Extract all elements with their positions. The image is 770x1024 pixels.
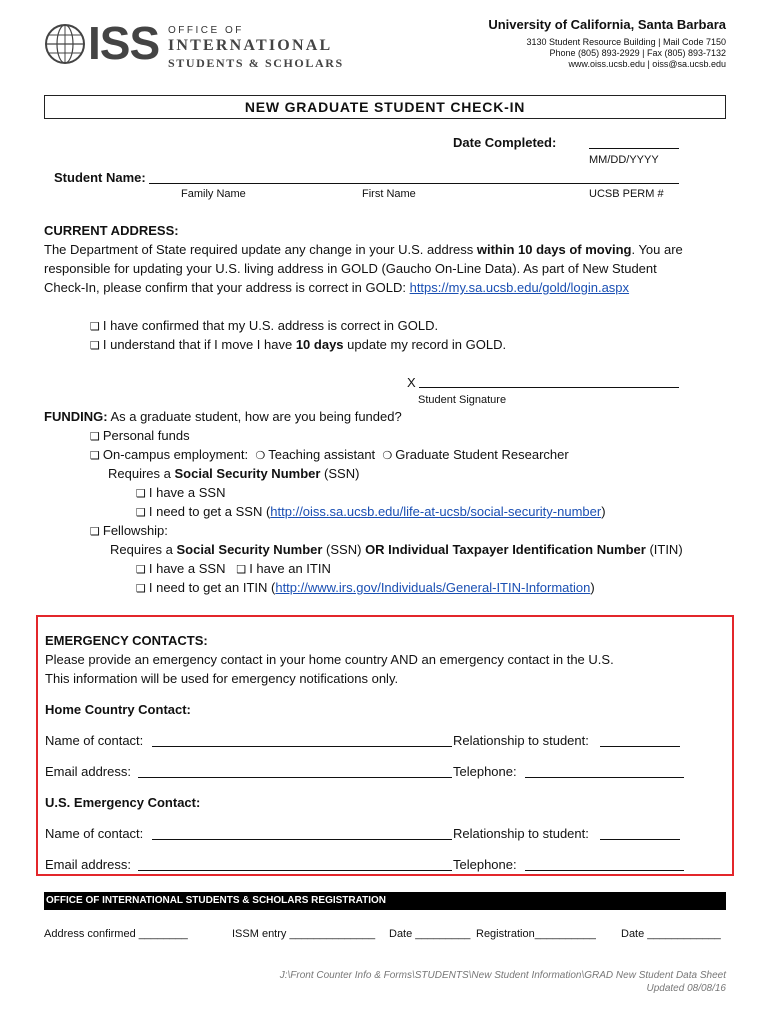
checkbox-icon[interactable]: ❑ xyxy=(236,563,247,576)
us-relationship-field[interactable] xyxy=(600,839,680,840)
student-signature-label: Student Signature xyxy=(418,394,507,406)
footer-updated: Updated 08/08/16 xyxy=(646,983,726,994)
us-email-field[interactable] xyxy=(138,870,452,871)
address-paragraph-1: The Department of State required update any change in your U.S. address within 10 days of moving. You are xyxy=(44,242,683,257)
checkbox-icon[interactable]: ❑ xyxy=(136,506,146,519)
us-telephone-label: Telephone: xyxy=(453,857,517,872)
globe-icon xyxy=(44,23,86,65)
form-title: NEW GRADUATE STUDENT CHECK-IN xyxy=(44,95,726,119)
us-contact-heading: U.S. Emergency Contact: xyxy=(45,795,201,810)
signature-x: X xyxy=(407,375,416,390)
home-telephone-label: Telephone: xyxy=(453,764,517,779)
teaching-assistant-option: Teaching assistant xyxy=(268,447,376,462)
personal-funds-item: ❑ Personal funds xyxy=(90,428,190,443)
checkbox-icon[interactable]: ❑ xyxy=(90,525,100,538)
checkbox-icon[interactable]: ❑ xyxy=(90,339,100,352)
home-email-label: Email address: xyxy=(45,764,131,779)
have-ssn-itin-item: ❑ I have a SSN ❑ I have an ITIN xyxy=(136,561,331,576)
logo-mark: ISS xyxy=(88,17,160,69)
logo-line-2: INTERNATIONAL xyxy=(168,37,333,54)
first-name-hint: First Name xyxy=(362,188,416,200)
ssn-link[interactable]: http://oiss.sa.ucsb.edu/life-at-ucsb/social-security-number xyxy=(270,504,602,519)
us-relationship-label: Relationship to student: xyxy=(453,826,589,841)
checkbox-icon[interactable]: ❑ xyxy=(90,320,100,333)
family-name-hint: Family Name xyxy=(181,188,246,200)
home-name-field[interactable] xyxy=(152,746,452,747)
office-phone: Phone (805) 893-2929 | Fax (805) 893-7132 xyxy=(549,48,726,58)
date-field-1[interactable]: Date _________ xyxy=(389,928,471,940)
emergency-paragraph-2: This information will be used for emergency notifications only. xyxy=(45,671,399,686)
office-web: www.oiss.ucsb.edu | oiss@sa.ucsb.edu xyxy=(568,59,726,69)
radio-icon[interactable]: ❍ xyxy=(382,449,393,462)
checkbox-icon[interactable]: ❑ xyxy=(136,563,146,576)
us-telephone-field[interactable] xyxy=(525,870,684,871)
oncampus-employment-item: ❑ On-campus employment: ❍ Teaching assistant ❍ Graduate Student Researcher xyxy=(90,447,569,462)
confirm-address-item: ❑ I have confirmed that my U.S. address is correct in GOLD. xyxy=(90,318,439,333)
gold-link[interactable]: https://my.sa.ucsb.edu/gold/login.aspx xyxy=(409,280,630,295)
checkbox-icon[interactable]: ❑ xyxy=(136,487,146,500)
us-email-label: Email address: xyxy=(45,857,131,872)
checkbox-icon[interactable]: ❑ xyxy=(90,449,100,462)
address-confirmed-field[interactable]: Address confirmed ________ xyxy=(44,928,188,940)
date-completed-label: Date Completed: xyxy=(453,135,557,150)
university-name: University of California, Santa Barbara xyxy=(488,17,726,32)
perm-hint: UCSB PERM # xyxy=(589,188,664,200)
itin-link[interactable]: http://www.irs.gov/Individuals/General-ITIN-Information xyxy=(275,580,591,595)
date-field-2[interactable]: Date ____________ xyxy=(621,928,721,940)
home-name-label: Name of contact: xyxy=(45,733,144,748)
logo-line-1: OFFICE OF xyxy=(168,25,244,36)
logo-line-3: STUDENTS & SCHOLARS xyxy=(168,56,344,70)
gsr-option: Graduate Student Researcher xyxy=(395,447,569,462)
funding-question: FUNDING: As a graduate student, how are you being funded? xyxy=(44,409,402,424)
registration-field[interactable]: Registration__________ xyxy=(476,928,596,940)
emergency-heading: EMERGENCY CONTACTS: xyxy=(45,633,208,648)
date-completed-field[interactable] xyxy=(589,148,679,149)
checkbox-icon[interactable]: ❑ xyxy=(136,582,146,595)
date-format-hint: MM/DD/YYYY xyxy=(589,154,659,166)
ssn-itin-requirement: Requires a Social Security Number (SSN) OR Individual Taxpayer Identification Number (ITIN) xyxy=(110,542,683,557)
ssn-requirement-1: Requires a Social Security Number (SSN) xyxy=(108,466,360,481)
home-email-field[interactable] xyxy=(138,777,452,778)
student-signature-field[interactable] xyxy=(419,387,679,388)
us-name-field[interactable] xyxy=(152,839,452,840)
understand-move-item: ❑ I understand that if I move I have 10 days update my record in GOLD. xyxy=(90,337,507,352)
home-contact-heading: Home Country Contact: xyxy=(45,702,191,717)
fellowship-item: ❑ Fellowship: xyxy=(90,523,168,538)
footer-path: J:\Front Counter Info & Forms\STUDENTS\New Student Information\GRAD New Student Data Sheet xyxy=(279,970,726,981)
emergency-paragraph-1: Please provide an emergency contact in your home country AND an emergency contact in the U.S. xyxy=(45,652,614,667)
checkbox-icon[interactable]: ❑ xyxy=(90,430,100,443)
have-ssn-item: ❑ I have a SSN xyxy=(136,485,226,500)
radio-icon[interactable]: ❍ xyxy=(255,449,266,462)
address-paragraph-3: Check-In, please confirm that your address is correct in GOLD: https://my.sa.ucsb.edu/gold/login.aspx xyxy=(44,280,630,295)
oiss-registration-bar: OFFICE OF INTERNATIONAL STUDENTS & SCHOLARS REGISTRATION xyxy=(44,892,726,910)
home-relationship-field[interactable] xyxy=(600,746,680,747)
student-name-label: Student Name: xyxy=(54,170,146,185)
need-itin-item: ❑ I need to get an ITIN (http://www.irs.gov/Individuals/General-ITIN-Information) xyxy=(136,580,595,595)
home-relationship-label: Relationship to student: xyxy=(453,733,589,748)
issm-entry-field[interactable]: ISSM entry ______________ xyxy=(232,928,376,940)
home-telephone-field[interactable] xyxy=(525,777,684,778)
office-address: 3130 Student Resource Building | Mail Code 7150 xyxy=(526,37,726,47)
student-name-field[interactable] xyxy=(149,183,679,184)
current-address-heading: CURRENT ADDRESS: xyxy=(44,223,179,238)
need-ssn-item: ❑ I need to get a SSN (http://oiss.sa.ucsb.edu/life-at-ucsb/social-security-number) xyxy=(136,504,606,519)
us-name-label: Name of contact: xyxy=(45,826,144,841)
address-paragraph-2: responsible for updating your U.S. living address in GOLD (Gaucho On-Line Data). As part of New Student xyxy=(44,261,657,276)
